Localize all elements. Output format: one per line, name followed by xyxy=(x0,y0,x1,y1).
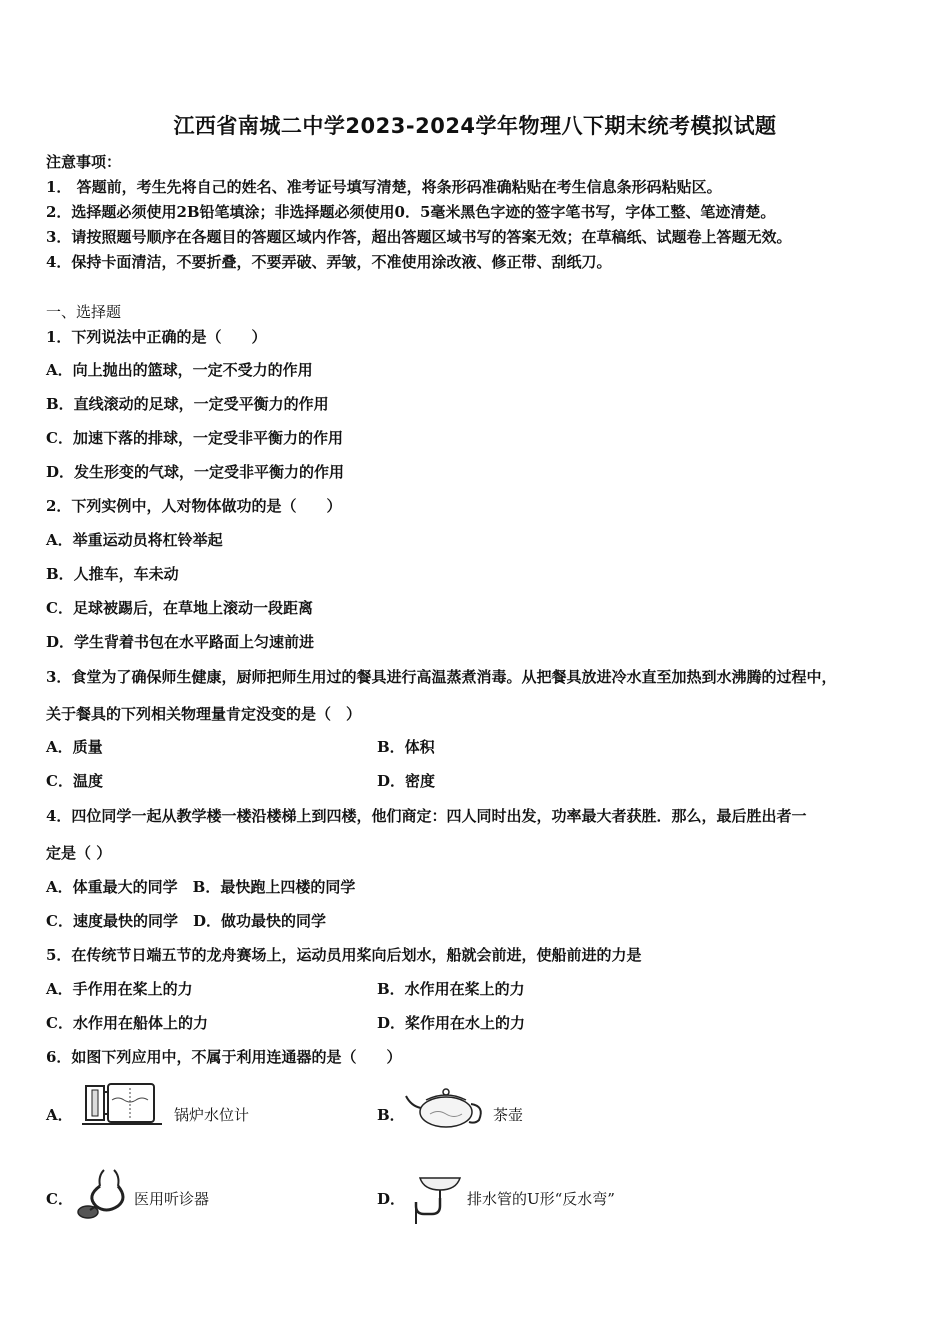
q2-stem: 2．下列实例中，人对物体做功的是（ ） xyxy=(46,497,342,515)
q3-stem-line2: 关于餐具的下列相关物理量肯定没变的是（ ） xyxy=(46,705,362,723)
q3-option-c: C．温度 xyxy=(46,772,103,790)
q6-option-c-caption: 医用听诊器 xyxy=(134,1190,210,1208)
page-title: 江西省南城二中学2023-2024学年物理八下期末统考模拟试题 xyxy=(173,114,777,138)
teapot-illustration xyxy=(404,1084,490,1130)
q6-option-c-label: C． xyxy=(46,1190,73,1208)
notice-heading: 注意事项： xyxy=(46,153,122,171)
q6-option-a-caption: 锅炉水位计 xyxy=(174,1106,250,1124)
q4-stem-line1: 4．四位同学一起从教学楼一楼沿楼梯上到四楼，他们商定：四人同时出发，功率最大者获胜．那么，最后胜出者一 xyxy=(46,807,807,825)
boiler-gauge-illustration xyxy=(82,1080,164,1130)
q6-option-b-caption: 茶壶 xyxy=(493,1106,524,1124)
q1-option-b: B．直线滚动的足球，一定受平衡力的作用 xyxy=(46,395,329,413)
q1-option-c: C．加速下落的排球，一定受非平衡力的作用 xyxy=(46,429,343,447)
q3-option-b: B．体积 xyxy=(377,738,435,756)
section-heading: 一、选择题 xyxy=(46,303,122,321)
q5-option-b: B．水作用在桨上的力 xyxy=(377,980,525,998)
notice-item-3: 3．请按照题号顺序在各题目的答题区域内作答，超出答题区域书写的答案无效；在草稿纸、试题卷上答题无效。 xyxy=(46,228,792,246)
q2-option-b: B．人推车，车未动 xyxy=(46,565,179,583)
q4-stem-line2: 定是（ ） xyxy=(46,844,112,862)
q5-option-c: C．水作用在船体上的力 xyxy=(46,1014,208,1032)
q6-option-a-label: A． xyxy=(46,1106,73,1124)
q5-option-a: A．手作用在桨上的力 xyxy=(46,980,193,998)
q2-option-c: C．足球被踢后，在草地上滚动一段距离 xyxy=(46,599,313,617)
notice-item-2: 2．选择题必须使用2B铅笔填涂；非选择题必须使用0．5毫米黑色字迹的签字笔书写，字体工整、笔迹清楚。 xyxy=(46,203,776,221)
q5-option-d: D．桨作用在水上的力 xyxy=(377,1014,526,1032)
q1-stem: 1．下列说法中正确的是（ ） xyxy=(46,328,267,346)
notice-item-4: 4．保持卡面清洁，不要折叠，不要弄破、弄皱，不准使用涂改液、修正带、刮纸刀。 xyxy=(46,253,612,271)
q1-option-d: D．发生形变的气球，一定受非平衡力的作用 xyxy=(46,463,345,481)
stethoscope-illustration xyxy=(74,1166,134,1224)
notice-item-1: 1． 答题前，考生先将自己的姓名、准考证号填写清楚，将条形码准确粘贴在考生信息条形码粘贴区。 xyxy=(46,178,722,196)
q6-option-d-caption: 排水管的U形“反水弯” xyxy=(467,1190,615,1208)
q6-option-d-label: D． xyxy=(377,1190,406,1208)
q3-option-d: D．密度 xyxy=(377,772,436,790)
q5-stem: 5．在传统节日端五节的龙舟赛场上，运动员用桨向后划水，船就会前进，使船前进的力是 xyxy=(46,946,642,964)
q2-option-d: D．学生背着书包在水平路面上匀速前进 xyxy=(46,633,315,651)
q4-options-cd: C．速度最快的同学 D．做功最快的同学 xyxy=(46,912,326,930)
drain-trap-illustration xyxy=(406,1172,466,1226)
q4-options-ab: A．体重最大的同学 B．最快跑上四楼的同学 xyxy=(46,878,356,896)
q1-option-a: A．向上抛出的篮球，一定不受力的作用 xyxy=(46,361,313,379)
q3-option-a: A．质量 xyxy=(46,738,103,756)
q6-option-b-label: B． xyxy=(377,1106,405,1124)
q2-option-a: A．举重运动员将杠铃举起 xyxy=(46,531,223,549)
q6-stem: 6．如图下列应用中，不属于利用连通器的是（ ） xyxy=(46,1048,402,1066)
q3-stem-line1: 3．食堂为了确保师生健康，厨师把师生用过的餐具进行高温蒸煮消毒。从把餐具放进冷水直至加热到水沸腾的过程中， xyxy=(46,668,837,686)
